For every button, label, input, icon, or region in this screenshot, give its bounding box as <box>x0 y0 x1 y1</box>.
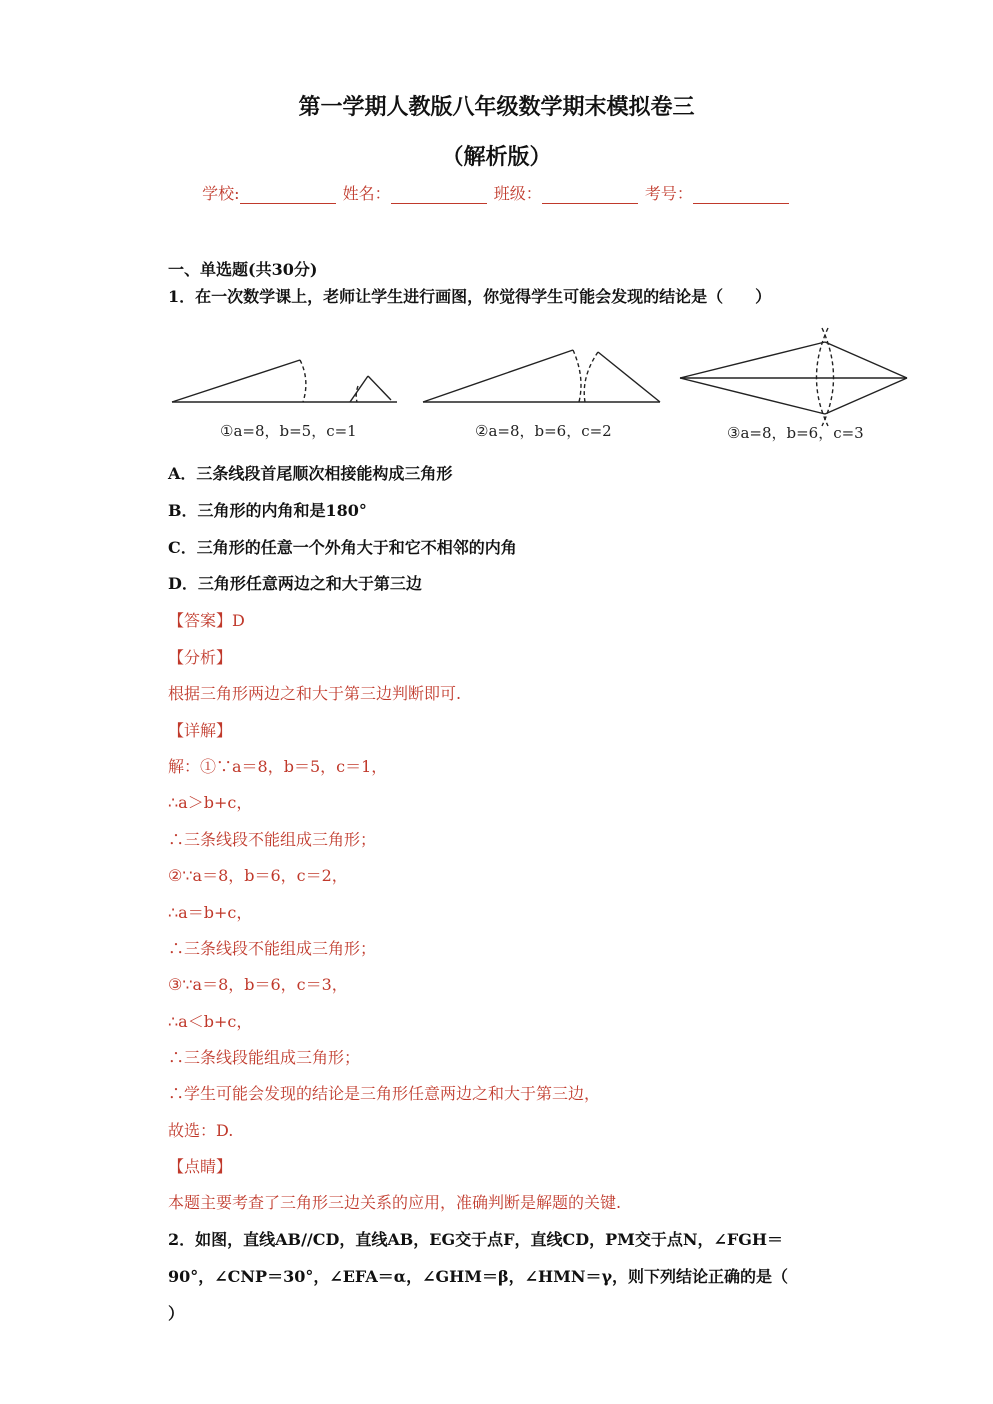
q2-line: 90°，∠CNP＝30°，∠EFA＝α，∠GHM＝β，∠HMN＝γ，则下列结论正确的是（ <box>168 1267 789 1286</box>
answer-line <box>168 610 828 632</box>
detail-line: 故选：D. <box>168 1121 234 1140</box>
detail-line: ③∵a＝8，b＝6，c＝3， <box>168 975 348 994</box>
option-b: B．三角形的内角和是180° <box>168 501 367 520</box>
q1-figure <box>165 322 910 447</box>
name-label: 姓名： <box>342 184 391 203</box>
student-info-line <box>0 181 993 204</box>
q1-figure-svg <box>165 322 910 447</box>
detail-line: 解：①∵a＝8，b＝5，c＝1， <box>168 757 388 776</box>
figure-3 <box>680 328 907 426</box>
number-label: 考号： <box>644 184 693 203</box>
option-a: A．三条线段首尾顺次相接能构成三角形 <box>168 464 453 483</box>
figure-label-1: ①a=8，b=5，c=1 <box>220 422 357 440</box>
detail-line: ∴a＞b+c， <box>168 793 253 812</box>
class-blank <box>542 185 638 204</box>
figure-2 <box>423 350 660 402</box>
figure-1 <box>172 360 397 402</box>
detail-label: 【详解】 <box>168 721 233 740</box>
detail-line: ②∵a＝8，b＝6，c＝2， <box>168 866 348 885</box>
q1-stem: 1．在一次数学课上，老师让学生进行画图，你觉得学生可能会发现的结论是（ ） <box>168 287 772 306</box>
detail-line: ∴学生可能会发现的结论是三角形任意两边之和大于第三边， <box>168 1084 601 1103</box>
q2-line: ） <box>168 1304 185 1323</box>
detail-line: ∴a＝b+c， <box>168 903 253 922</box>
class-label: 班级： <box>493 184 542 203</box>
detail-line: ∴a＜b+c， <box>168 1012 253 1031</box>
answer-value: D <box>232 611 245 630</box>
analysis-label: 【分析】 <box>168 648 233 667</box>
option-c: C．三角形的任意一个外角大于和它不相邻的内角 <box>168 538 517 557</box>
document-title: 第一学期人教版八年级数学期末模拟卷三 <box>298 94 695 120</box>
figure-label-3: ③a=8，b=6，c=3 <box>727 424 864 442</box>
document-subtitle: （解析版） <box>441 144 552 170</box>
answer-label: 【答案】 <box>168 611 233 630</box>
comment-text: 本题主要考查了三角形三边关系的应用，准确判断是解题的关键. <box>168 1193 622 1212</box>
detail-line: ∴三条线段不能组成三角形； <box>168 939 377 958</box>
option-d: D．三角形任意两边之和大于第三边 <box>168 574 422 593</box>
detail-line: ∴三条线段能组成三角形； <box>168 1048 361 1067</box>
comment-label: 【点睛】 <box>168 1157 233 1176</box>
detail-line: ∴三条线段不能组成三角形； <box>168 830 377 849</box>
analysis-text: 根据三角形两边之和大于第三边判断即可. <box>168 684 462 703</box>
number-blank <box>693 185 789 204</box>
section-heading: 一、单选题(共30分) <box>168 260 318 279</box>
figure-label-2: ②a=8，b=6，c=2 <box>475 422 612 440</box>
school-label: 学校: <box>202 184 240 203</box>
school-blank <box>240 185 336 204</box>
q2-line: 2．如图，直线AB//CD，直线AB，EG交于点F，直线CD，PM交于点N，∠FGH＝ <box>168 1230 784 1249</box>
name-blank <box>391 185 487 204</box>
